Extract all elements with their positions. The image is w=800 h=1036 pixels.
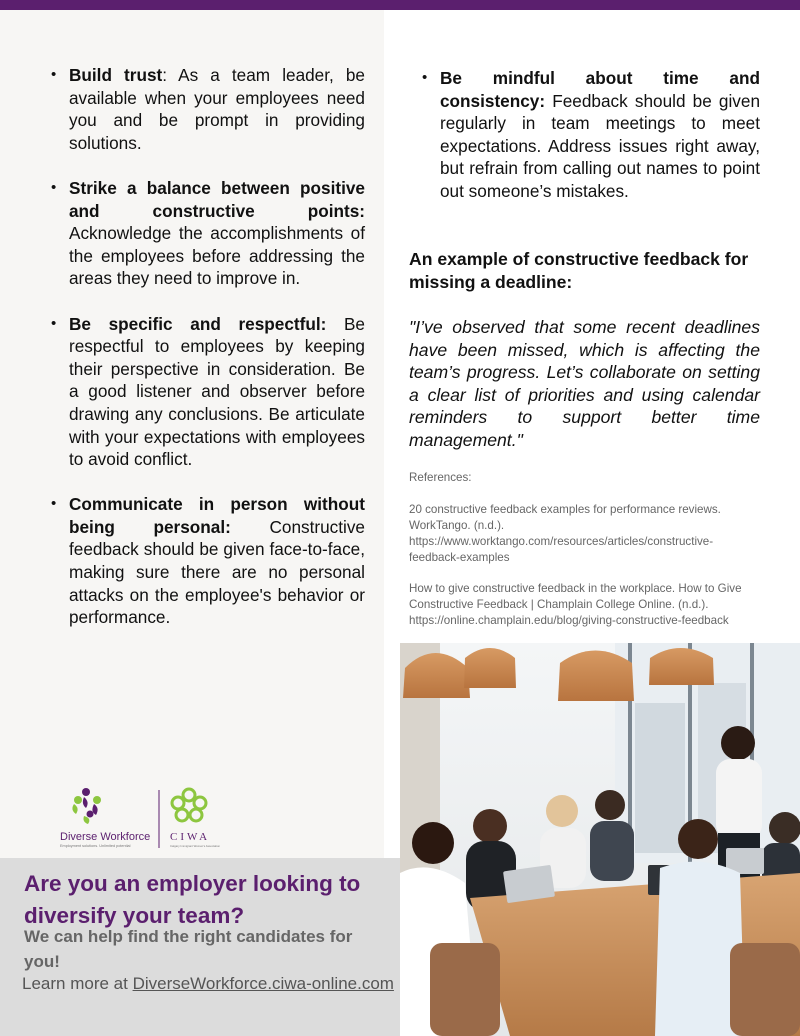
ciwa-flower-icon bbox=[172, 789, 206, 821]
tip-strike-balance bbox=[51, 177, 365, 290]
diverse-workforce-logo bbox=[56, 782, 236, 852]
tip-title: Communicate in person without being personal: bbox=[69, 494, 365, 537]
tip-text: Be respectful to employees by keeping their perspective in consideration. Be a good listener and observer before drawing any conclusions. Be articulate with your expectations with employees to avoid conflict. bbox=[69, 313, 365, 470]
example-quote: "I’ve observed that some recent deadlines have been missed, which is affecting the team’s progress. Let’s collaborate on setting a clear list of priorities and using calendar reminders to support better time management." bbox=[409, 317, 760, 450]
svg-text:Calgary Immigrant Women's Asso: Calgary Immigrant Women's Association bbox=[170, 844, 221, 848]
svg-text:Diverse Workforce: Diverse Workforce bbox=[60, 831, 151, 843]
tip-text: Acknowledge the accomplishments of the employees before addressing the areas they need to improve in. bbox=[69, 223, 365, 289]
people-icon bbox=[72, 788, 101, 824]
tip-title: Strike a balance between positive and constructive points: bbox=[69, 177, 365, 221]
svg-text:Employment solutions. Unlimite: Employment solutions. Unlimited potential bbox=[60, 844, 131, 848]
team-meeting-photo bbox=[400, 643, 800, 1036]
cta-heading: Are you an employer looking to diversify your team? bbox=[24, 871, 361, 928]
example-heading: An example of constructive feedback for missing a deadline: bbox=[409, 249, 749, 292]
top-accent-bar bbox=[0, 0, 800, 10]
website-link[interactable]: DiverseWorkforce.ciwa-online.com bbox=[132, 974, 394, 993]
tip-title: Build trust bbox=[69, 65, 163, 85]
tip-be-specific bbox=[51, 313, 365, 471]
partner-logos bbox=[56, 782, 236, 852]
tip-title: Be specific and respectful: bbox=[69, 313, 327, 334]
tip-title: Be mindful about time and consistency: bbox=[440, 68, 760, 111]
tip-text: Feedback should be given regularly in team meetings to meet expectations. Address issues right away, but refrain from calling out names to point out someone’s mistakes. bbox=[440, 90, 760, 201]
tip-communicate-in-person bbox=[51, 493, 365, 629]
tip-text: Constructive feedback should be given face-to-face, making sure there are no personal attacks on the employee's behavior or performance. bbox=[69, 516, 365, 628]
references bbox=[409, 470, 760, 645]
svg-text:CIWA: CIWA bbox=[170, 831, 211, 843]
tip-build-trust: • Build trust: As a team leader, be available when your employees need you and be prompt in providing solutions. bbox=[51, 64, 365, 154]
reference-item: 20 constructive feedback examples for performance reviews. WorkTango. (n.d.). https://www.worktango.com/resources/articles/constructive-feedback-examples bbox=[409, 502, 721, 564]
cta-subheading: We can help find the right candidates for you! bbox=[24, 927, 353, 971]
tips-list-left bbox=[51, 64, 365, 629]
cta-link-line: Learn more at DiverseWorkforce.ciwa-online.com bbox=[22, 974, 394, 993]
references-label: References: bbox=[409, 471, 472, 484]
tip-time-consistency bbox=[422, 67, 760, 203]
tips-list-right bbox=[422, 67, 760, 203]
tip-text: As a team leader, be available when your employees need you and be prompt in providing solutions. bbox=[69, 65, 365, 153]
reference-item: How to give constructive feedback in the workplace. How to Give Constructive Feedback | Champlain College Online. (n.d.). https://online.champlain.edu/blog/giving-constructive-feedback bbox=[409, 582, 742, 628]
